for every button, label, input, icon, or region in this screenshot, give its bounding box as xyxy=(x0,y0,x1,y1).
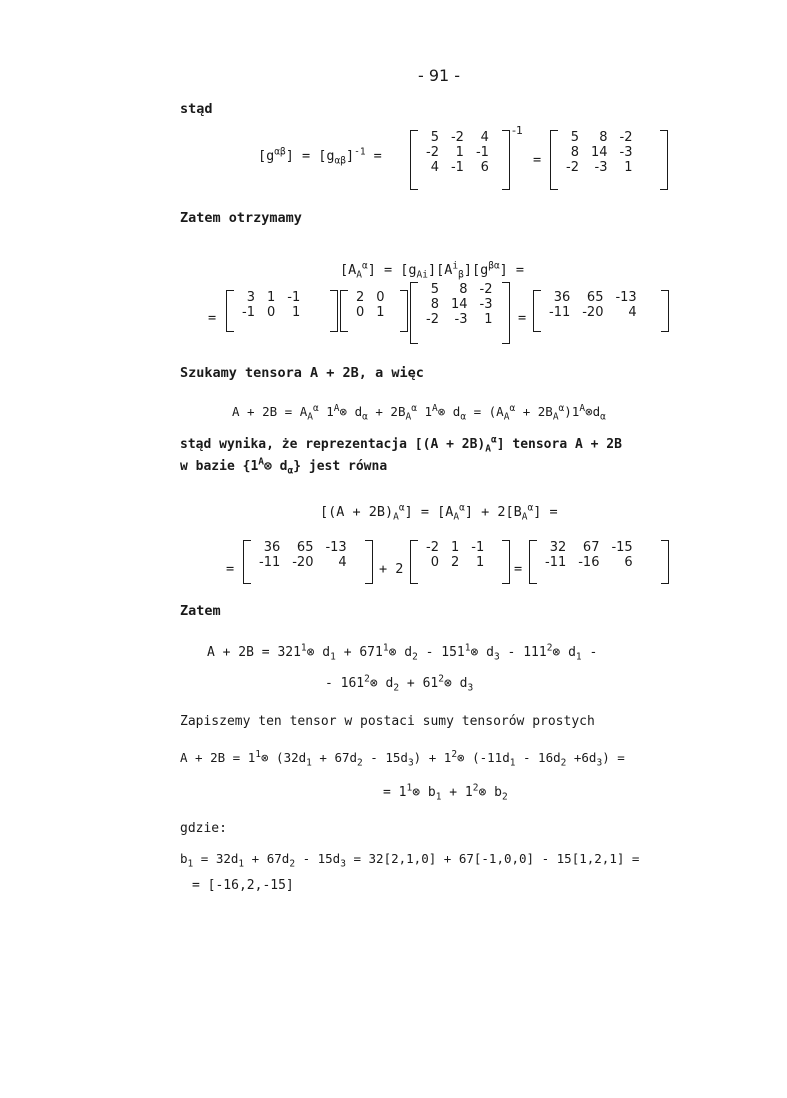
matrix-a2: 2 0 0 1 xyxy=(340,290,408,332)
line-w-bazie: w bazie {$1^A\otimes$ $d_\alpha$} jest równa xyxy=(180,456,388,477)
eq5-line2: - $161^2\otimes$ $d_2$ + $61^2\otimes$ $d_3$ xyxy=(325,673,474,694)
eq6-line2: = $1^1\otimes$ $b_1$ + $1^2\otimes$ $b_2$ xyxy=(383,782,508,803)
eq4-equals: = xyxy=(226,561,235,577)
matrix-g-upper: 5 8 -2 8 14 -3 -2 -3 1 xyxy=(550,130,668,190)
matrix-a1: 3 1 -1 -1 0 1 xyxy=(226,290,338,332)
word-stad: stąd xyxy=(180,101,213,117)
matrix-b3: 32 67 -15 -11 -16 6 xyxy=(529,540,669,584)
matrix-b1: 36 65 -13 -11 -20 4 xyxy=(243,540,373,584)
matrix-a3: 5 8 -2 8 14 -3 -2 -3 1 xyxy=(410,282,510,344)
matrix-g-lower: 5 -2 4 -2 1 -1 4 -1 6 xyxy=(410,130,510,190)
eq4-equals-2: = xyxy=(514,561,523,577)
eq5-line1: $A + 2B = 321^1\otimes$ $d_1$ + $671^1\otimes$ $d_2$ - $151^1\otimes$ $d_3$ - $111^2\otimes$ $d_1$ - xyxy=(207,642,598,663)
eq1-equals: = xyxy=(533,152,542,168)
eq3: $A + 2B = A_A^\alpha$ $1^A\otimes$ $d_\alpha + 2B_A^\alpha$ $1^A\otimes$ $d_\alpha = (A_A^\alpha$ + $2B_A^\alpha)1^A\otimes d_\alpha$ xyxy=(232,402,606,423)
line-stad-wynika: stąd wynika, że reprezentacja $[(A + 2B)_A^\alpha]$ tensora A + 2B xyxy=(180,434,622,455)
eq7-line1: $b_1 = 32d_1 + 67d_2 - 15d_3 = 32[2,1,0] + 67[-1,0,0] - 15[1,2,1]$ = xyxy=(180,851,640,870)
eq6-line1: $A + 2B = 1^1\otimes$ $(32d_1 + 67d_2 - 15d_3)$ + $1^2\otimes$ $(-11d_1 - 16d_2 +6d_3)$ = xyxy=(180,748,625,769)
eq7-line2: = [-16,2,-15] xyxy=(192,878,294,893)
eq1-inverse-exponent: -1 xyxy=(512,124,523,137)
eq1-lhs: $[g^{\alpha\beta}] = [g_{\alpha\beta}]^{-1}$ = xyxy=(258,146,382,167)
word-zatem: Zatem xyxy=(180,603,221,619)
matrix-b2: -2 1 -1 0 2 1 xyxy=(410,540,510,584)
eq4-head: $[(A + 2B)_A^\alpha] = [A_A^\alpha] + 2[B_A^\alpha]$ = xyxy=(320,502,558,523)
line-zatem-otrzymamy: Zatem otrzymamy xyxy=(180,210,302,226)
line-zapiszemy: Zapiszemy ten tensor w postaci sumy tensorów prostych xyxy=(180,714,595,729)
eq4-plus-two: + 2 xyxy=(379,561,404,577)
matrix-a4: 36 65 -13 -11 -20 4 xyxy=(533,290,669,332)
eq2-equals: = xyxy=(208,310,217,326)
line-szukamy: Szukamy tensora A + 2B, a więc xyxy=(180,365,424,381)
page-number: - 91 - xyxy=(418,66,461,85)
eq2-equals-2: = xyxy=(518,310,527,326)
word-gdzie: gdzie: xyxy=(180,821,227,836)
eq2-head: $[A_A^\alpha] = [g_{Ai}][A^i_\beta][g^{\beta\alpha}]$ = xyxy=(340,260,525,281)
